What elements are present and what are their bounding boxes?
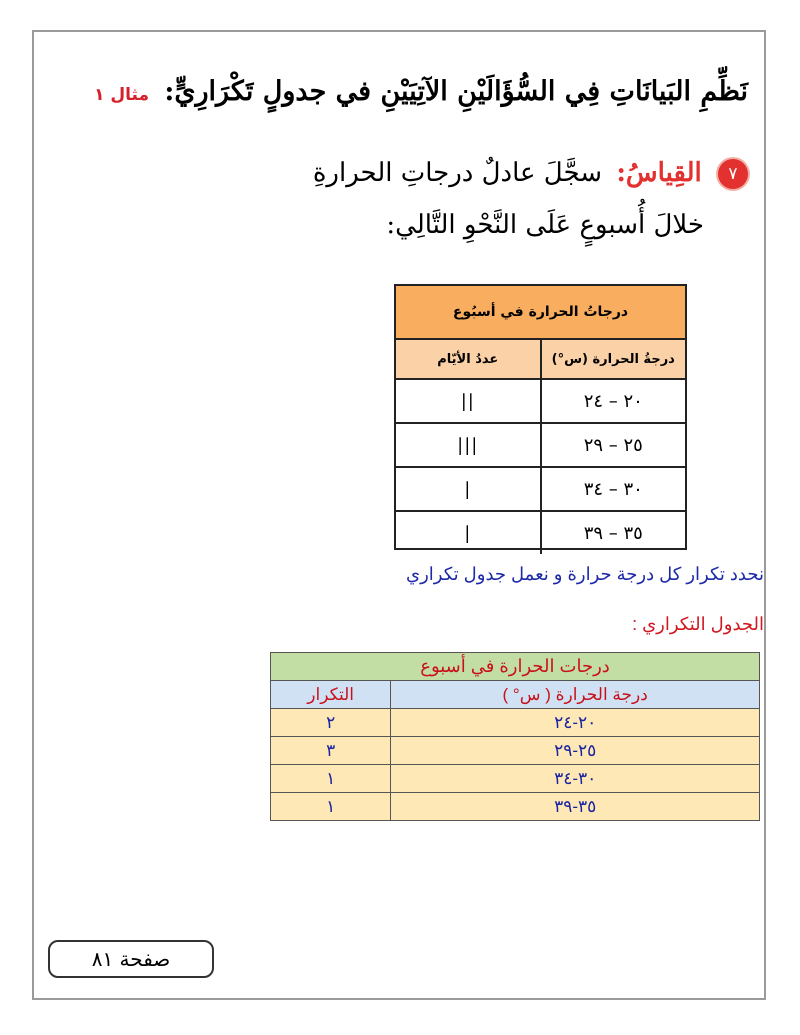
- tally-marks: |: [396, 512, 542, 554]
- tally-table-header: [396, 340, 685, 380]
- question-number-badge: ٧: [718, 159, 748, 189]
- tally-table: [394, 284, 687, 550]
- tally-row: [396, 510, 685, 554]
- question-text-1: سجَّلَ عادلٌ درجاتِ الحرارةِ: [312, 158, 603, 188]
- range-cell: ٣٠-٣٤: [391, 765, 760, 793]
- page-number-label: صفحة ٨١: [48, 940, 214, 978]
- section-heading: [94, 76, 748, 107]
- range-cell: ٢٠-٢٤: [391, 709, 760, 737]
- range-cell: ٢٥-٢٩: [391, 737, 760, 765]
- tally-marks: |: [396, 468, 542, 510]
- example-reference: مثال ١: [94, 85, 149, 105]
- question-topic: القِياسُ:: [616, 158, 702, 188]
- tally-row: [396, 466, 685, 510]
- frequency-table: [270, 652, 760, 821]
- tally-row: [396, 422, 685, 466]
- tally-header-range: درجةُ الحرارة (س°): [551, 351, 675, 367]
- heading-text: نَظِّمِ البَيانَاتِ فِي السُّؤَالَيْنِ الآتِيَيْنِ في جدولٍ تَكْرَارِيٍّ:: [164, 76, 748, 107]
- header-frequency: التكرار: [271, 681, 391, 709]
- table-row: [271, 765, 760, 793]
- tally-marks: ||: [396, 380, 542, 422]
- header-temperature: درجة الحرارة ( س° ): [391, 681, 760, 709]
- frequency-table-caption: الجدول التكراري :: [632, 614, 764, 634]
- tally-range: ٣٠ – ٣٤: [583, 478, 643, 500]
- count-cell: ٣: [271, 737, 391, 765]
- tally-row: [396, 380, 685, 422]
- tally-range: ٢٥ – ٢٩: [583, 434, 643, 456]
- solution-note: نحدد تكرار كل درجة حرارة و نعمل جدول تكراري: [406, 564, 764, 584]
- frequency-table-title: درجات الحرارة في أسبوع: [271, 653, 760, 681]
- tally-header-days: عددُ الأيّام: [396, 340, 542, 378]
- tally-range: ٢٠ – ٢٤: [583, 390, 643, 412]
- question-line-1: [313, 158, 748, 189]
- question-line-2: خلالَ أُسبوعٍ عَلَى النَّحْوِ التَّالِي:: [386, 210, 704, 240]
- tally-range: ٣٥ – ٣٩: [583, 522, 643, 544]
- tally-marks: |||: [396, 424, 542, 466]
- count-cell: ١: [271, 793, 391, 821]
- tally-table-title: درجاتُ الحرارة في أسبُوع: [396, 286, 685, 340]
- count-cell: ١: [271, 765, 391, 793]
- table-row: [271, 737, 760, 765]
- count-cell: ٢: [271, 709, 391, 737]
- table-row: [271, 793, 760, 821]
- range-cell: ٣٥-٣٩: [391, 793, 760, 821]
- table-row: [271, 709, 760, 737]
